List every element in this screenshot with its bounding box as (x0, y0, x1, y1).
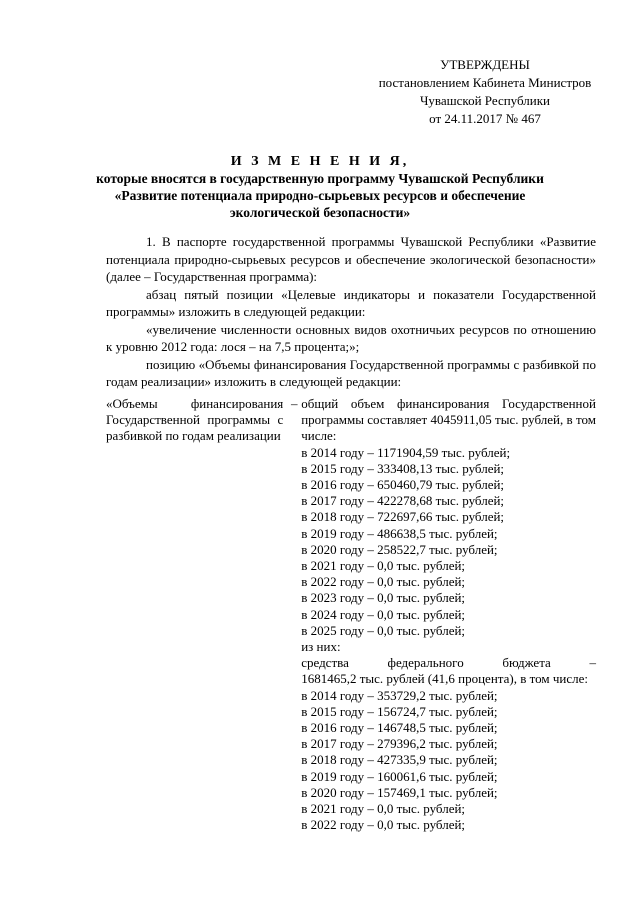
paragraph-1: 1. В паспорте государственной программы Чувашской Республики «Развитие потенциала природно-сырьевых ресурсов и обеспечение экологической безопасности» (далее – Государственная программа): (106, 234, 596, 284)
document-title (60, 153, 580, 221)
federal-word: средства (301, 655, 349, 671)
title-line-4: экологической безопасности» (229, 205, 411, 220)
federal-year-row: в 2021 году – 0,0 тыс. рублей; (301, 801, 466, 817)
federal-word: – (589, 655, 596, 671)
paragraph-2: абзац пятый позиции «Целевые индикаторы и показатели Государственной программы» изложить в следующей редакции: (106, 286, 596, 319)
federal-word: федерального (387, 655, 464, 671)
year-row: в 2022 году – 0,0 тыс. рублей; (301, 574, 466, 590)
approval-block (360, 56, 610, 128)
year-row: в 2024 году – 0,0 тыс. рублей; (301, 606, 466, 622)
of-them-label: из них: (301, 639, 341, 655)
federal-year-row: в 2018 году – 427335,9 тыс. рублей; (301, 752, 498, 768)
federal-year-row: в 2022 году – 0,0 тыс. рублей; (301, 817, 466, 833)
financing-values (301, 396, 596, 833)
title-line-2: которые вносятся в государственную программу Чувашской Республики (96, 171, 544, 186)
year-row: в 2018 году – 722697,66 тыс. рублей; (301, 509, 505, 525)
federal-year-row: в 2017 году – 279396,2 тыс. рублей; (301, 736, 498, 752)
paragraph-3: «увеличение численности основных видов охотничьих ресурсов по отношению к уровню 2012 года: лося – на 7,5 процента;»; (106, 321, 596, 354)
federal-year-row: в 2014 году – 353729,2 тыс. рублей; (301, 687, 498, 703)
federal-word: бюджета (502, 655, 551, 671)
approval-line-1: УТВЕРЖДЕНЫ (440, 57, 530, 72)
year-row: в 2020 году – 258522,7 тыс. рублей; (301, 541, 498, 557)
year-row: в 2021 году – 0,0 тыс. рублей; (301, 558, 466, 574)
federal-total: 1681465,2 тыс. рублей (41,6 процента), в том числе: (301, 671, 588, 687)
year-row: в 2025 году – 0,0 тыс. рублей; (301, 622, 466, 638)
federal-heading-line (301, 655, 596, 671)
federal-year-row: в 2015 году – 156724,7 тыс. рублей; (301, 703, 498, 719)
year-row: в 2014 году – 1171904,59 тыс. рублей; (301, 444, 511, 460)
year-row: в 2023 году – 0,0 тыс. рублей; (301, 590, 466, 606)
title-heading: И З М Е Н Е Н И Я, (230, 154, 410, 169)
federal-year-row: в 2019 году – 160061,6 тыс. рублей; (301, 768, 498, 784)
year-row: в 2017 году – 422278,68 тыс. рублей; (301, 493, 505, 509)
year-row: в 2015 году – 333408,13 тыс. рублей; (301, 460, 505, 476)
title-line-3: «Развитие потенциала природно-сырьевых ресурсов и обеспечение (114, 188, 526, 203)
federal-year-row: в 2016 году – 146748,5 тыс. рублей; (301, 720, 498, 736)
approval-line-4: от 24.11.2017 № 467 (429, 111, 541, 126)
paragraph-4: позицию «Объемы финансирования Государственной программы с разбивкой по годам реализации» изложить в следующей редакции: (106, 356, 596, 389)
financing-table (106, 396, 596, 833)
approval-line-3: Чувашской Республики (419, 93, 551, 108)
year-row: в 2016 году – 650460,79 тыс. рублей; (301, 477, 505, 493)
financing-dash: – (290, 396, 298, 411)
year-row: в 2019 году – 486638,5 тыс. рублей; (301, 525, 498, 541)
document-body (106, 233, 596, 391)
federal-year-row: в 2020 году – 157469,1 тыс. рублей; (301, 784, 498, 800)
financing-total: общий объем финансирования Государственной программы составляет 4045911,05 тыс. рублей, в том числе: (301, 396, 596, 444)
approval-line-2: постановлением Кабинета Министров (378, 75, 592, 90)
financing-label: «Объемы финансирования Государственной программы с разбивкой по годам реализации (106, 396, 284, 444)
